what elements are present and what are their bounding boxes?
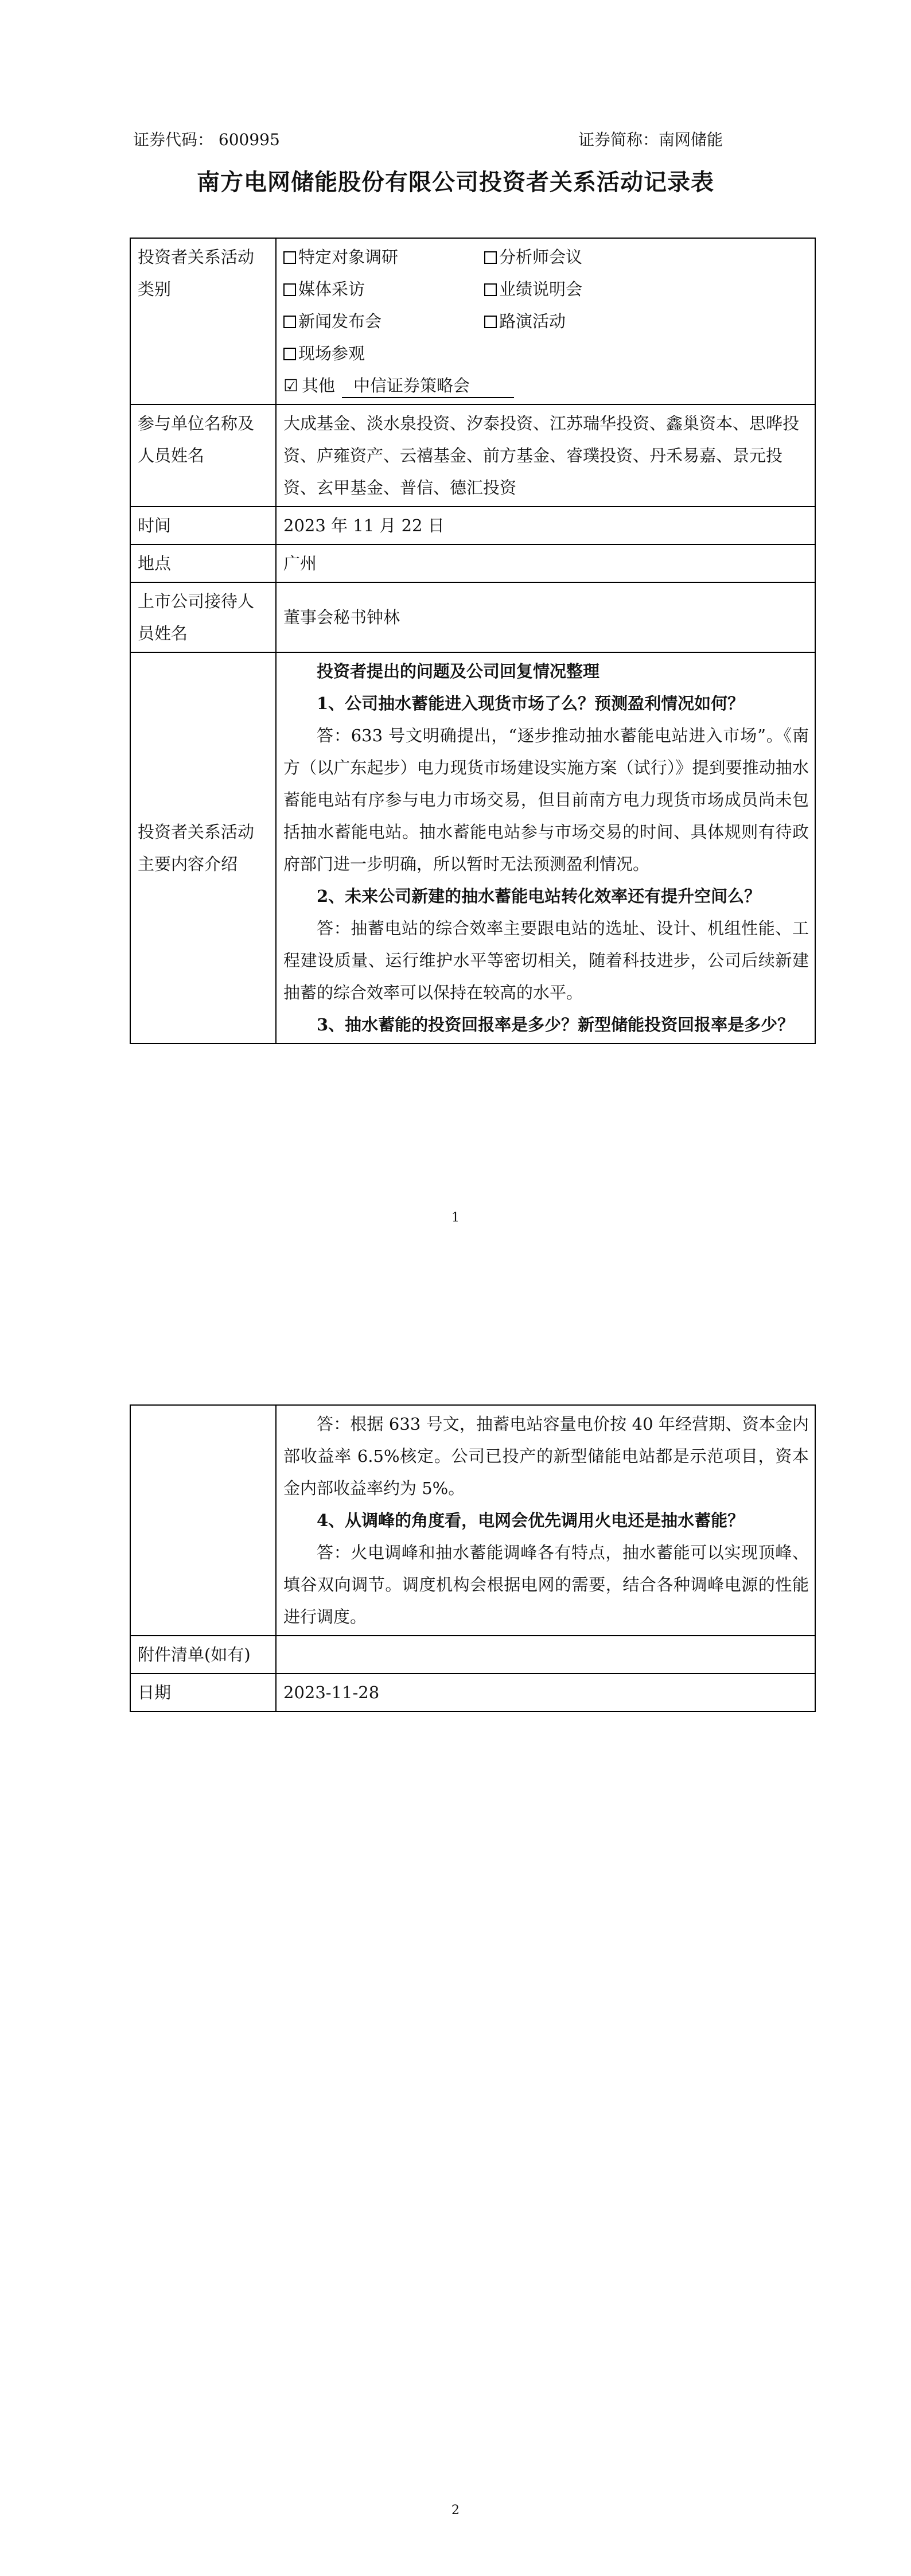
- date-label: 日期: [130, 1674, 276, 1711]
- row-main-content: [130, 652, 815, 1044]
- date-value: 2023-11-28: [276, 1674, 815, 1711]
- checkbox-empty-icon: [283, 283, 296, 296]
- checkbox-empty-icon: [484, 251, 497, 264]
- document-title: 南方电网储能股份有限公司投资者关系活动记录表: [197, 169, 714, 196]
- answer-1: 答：633 号文明确提出，“逐步推动抽水蓄能电站进入市场”。《南方（以广东起步）电力现货市场建设实施方案（试行）》提到要推动抽水蓄能电站有序参与电力市场交易，但目前南方电力现货市场成员尚未包括抽水蓄能电站。抽水蓄能电站参与市场交易的时间、具体规则有待政府部门进一步明确，所以暂时无法预测盈利情况。: [283, 726, 809, 874]
- page-number: 2: [451, 2503, 460, 2517]
- checkbox-empty-icon: [283, 316, 296, 328]
- location-label: 地点: [130, 544, 276, 582]
- row-location: [130, 544, 815, 582]
- participants-value: 大成基金、淡水泉投资、汐泰投资、江苏瑞华投资、鑫巢资本、思晔投资、庐雍资产、云禧基金、前方基金、睿璞投资、丹禾易嘉、景元投资、玄甲基金、普信、德汇投资: [276, 404, 815, 507]
- checkbox-empty-icon: [283, 251, 296, 264]
- participants-label: 参与单位名称及人员姓名: [130, 404, 276, 507]
- other-label: 其他: [302, 376, 336, 395]
- row-participants: [130, 404, 815, 507]
- answer-3: 答：根据 633 号文，抽蓄电站容量电价按 40 年经营期、资本金内部收益率 6.5%核定。公司已投产的新型储能电站都是示范项目，资本金内部收益率约为 5%。: [283, 1414, 809, 1498]
- other-value: 中信证券策略会: [342, 374, 514, 398]
- question-2: 2、未来公司新建的抽水蓄能电站转化效率还有提升空间么？: [317, 886, 761, 906]
- option-analyst-meeting: 分析师会议: [484, 241, 685, 273]
- page-number: 1: [451, 1211, 460, 1225]
- record-table-page-2: [130, 1404, 816, 1712]
- question-3: 3、抽水蓄能的投资回报率是多少？新型储能投资回报率是多少？: [317, 1015, 795, 1034]
- time-label: 时间: [130, 507, 276, 544]
- location-value: 广州: [276, 544, 815, 582]
- main-content-body-continued: [276, 1405, 815, 1636]
- row-activity-type: [130, 238, 815, 404]
- activity-type-label: 投资者关系活动类别: [130, 238, 276, 404]
- question-4: 4、从调峰的角度看，电网会优先调用火电还是抽水蓄能？: [317, 1511, 745, 1530]
- main-content-label-continued: [130, 1405, 276, 1636]
- row-main-content-continued: [130, 1405, 815, 1636]
- stock-abbreviation: 证券简称：南网储能: [578, 130, 723, 149]
- answer-2: 答：抽蓄电站的综合效率主要跟电站的选址、设计、机组性能、工程建设质量、运行维护水平等密切相关，随着科技进步，公司后续新建抽蓄的综合效率可以保持在较高的水平。: [283, 919, 809, 1002]
- answer-4: 答：火电调峰和抽水蓄能调峰各有特点，抽水蓄能可以实现顶峰、填谷双向调节。调度机构会根据电网的需要，结合各种调峰电源的性能进行调度。: [283, 1543, 809, 1626]
- question-1: 1、公司抽水蓄能进入现货市场了么？预测盈利情况如何？: [317, 694, 745, 713]
- checkbox-empty-icon: [484, 316, 497, 328]
- option-roadshow: 路演活动: [484, 305, 685, 337]
- option-other: [283, 369, 809, 402]
- option-media-interview: 媒体采访: [283, 273, 484, 305]
- activity-type-options: [276, 238, 815, 404]
- checkbox-empty-icon: [484, 283, 497, 296]
- record-table-page-1: [130, 238, 816, 1044]
- qa-heading: 投资者提出的问题及公司回复情况整理: [317, 661, 600, 681]
- main-content-body: [276, 652, 815, 1044]
- row-date: [130, 1674, 815, 1711]
- time-value: 2023 年 11 月 22 日: [276, 507, 815, 544]
- reception-value: 董事会秘书钟林: [276, 582, 815, 652]
- attachments-value: [276, 1636, 815, 1674]
- attachments-label: 附件清单(如有): [130, 1636, 276, 1674]
- checkbox-empty-icon: [283, 348, 296, 360]
- row-attachments: [130, 1636, 815, 1674]
- option-earnings-call: 业绩说明会: [484, 273, 685, 305]
- stock-code: 证券代码： 600995: [133, 130, 280, 149]
- option-specific-research: 特定对象调研: [283, 241, 484, 273]
- row-reception: [130, 582, 815, 652]
- option-site-visit: 现场参观: [283, 337, 484, 369]
- option-press-conference: 新闻发布会: [283, 305, 484, 337]
- row-time: [130, 507, 815, 544]
- main-content-label: 投资者关系活动主要内容介绍: [130, 652, 276, 1044]
- checkbox-checked-icon: ☑: [283, 376, 298, 395]
- page-2: [0, 1288, 911, 2576]
- reception-label: 上市公司接待人员姓名: [130, 582, 276, 652]
